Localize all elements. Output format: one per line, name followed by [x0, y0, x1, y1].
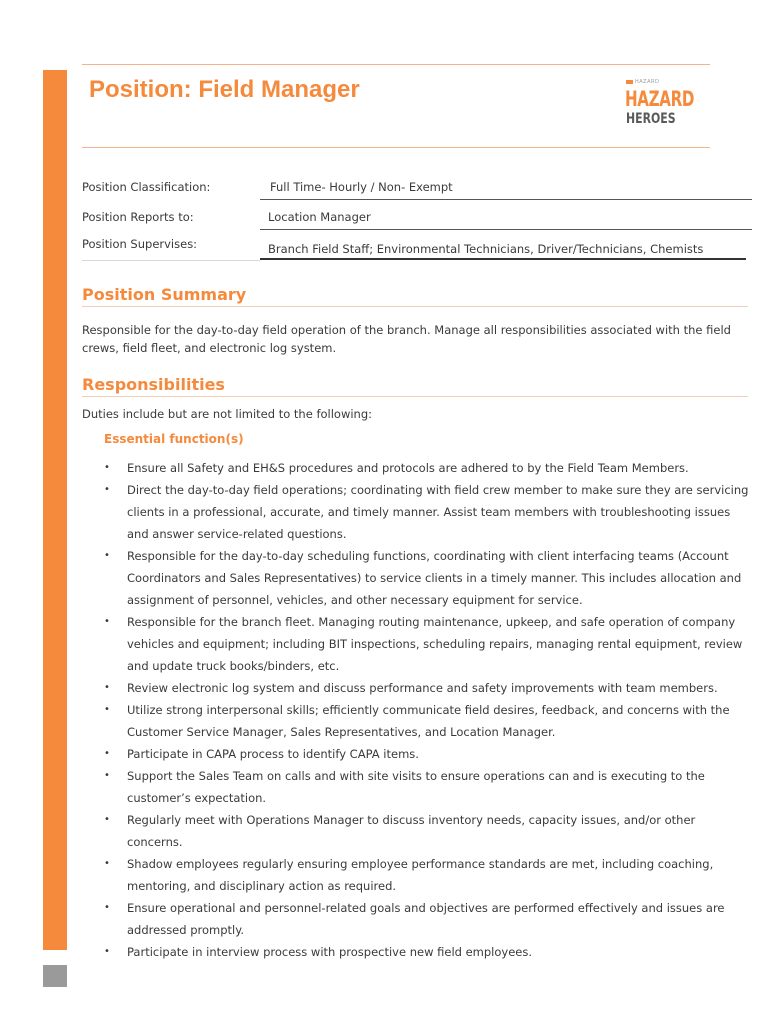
- list-item: • Responsible for the day-to-day scheduling functions, coordinating with client interfacing teams (Account Coordinators and Sales Representatives) to service clients in a timely manner. This includes allocation and assignment of personnel, vehicles, and other necessary equipment for service.: [104, 545, 750, 611]
- bullet-icon: •: [104, 946, 110, 957]
- list-item: • Responsible for the branch fleet. Managing routing maintenance, upkeep, and safe operation of company vehicles and equipment; including BIT inspections, scheduling repairs, managing rental equipment, review and update truck books/binders, etc.: [104, 611, 750, 677]
- classification-value: Full Time- Hourly / Non- Exempt: [270, 180, 453, 194]
- list-item: • Ensure all Safety and EH&S procedures and protocols are adhered to by the Field Team Members.: [104, 457, 750, 479]
- bullet-icon: •: [104, 462, 110, 473]
- logo-hazard-text: HAZARD: [625, 87, 695, 111]
- reports-to-value: Location Manager: [268, 210, 371, 224]
- classification-underline: [260, 199, 752, 200]
- reports-to-underline: [260, 229, 752, 230]
- supervises-value: Branch Field Staff; Environmental Technicians, Driver/Technicians, Chemists: [268, 242, 704, 256]
- list-item: • Participate in CAPA process to identify CAPA items.: [104, 743, 750, 765]
- bullet-icon: •: [104, 748, 110, 759]
- responsibilities-intro: Duties include but are not limited to the following:: [82, 407, 373, 421]
- logo-small-text: HAZARD: [626, 79, 659, 85]
- header-bottom-rule: [82, 147, 710, 148]
- list-item: • Support the Sales Team on calls and with site visits to ensure operations can and is executing to the customer’s expectation.: [104, 765, 750, 809]
- reports-to-label: Position Reports to:: [82, 210, 194, 224]
- supervises-label: Position Supervises:: [82, 237, 198, 251]
- list-item: • Utilize strong interpersonal skills; efficiently communicate field desires, feedback, and concerns with the Customer Service Manager, Sales Representatives, and Location Manager.: [104, 699, 750, 743]
- list-item: • Participate in interview process with prospective new field employees.: [104, 941, 750, 963]
- list-item: • Ensure operational and personnel-related goals and objectives are performed effectively and issues are addressed promptly.: [104, 897, 750, 941]
- list-item: • Regularly meet with Operations Manager to discuss inventory needs, capacity issues, and/or other concerns.: [104, 809, 750, 853]
- orange-side-bar: [43, 70, 67, 950]
- classification-label: Position Classification:: [82, 180, 211, 194]
- header-top-rule: [82, 64, 710, 65]
- responsibilities-heading: Responsibilities: [82, 375, 225, 394]
- bullet-icon: •: [104, 704, 110, 715]
- bullet-icon: •: [104, 682, 110, 693]
- bullet-icon: •: [104, 550, 110, 561]
- list-item: • Review electronic log system and discuss performance and safety improvements with team members.: [104, 677, 750, 699]
- bullet-icon: •: [104, 616, 110, 627]
- supervises-underline: [260, 258, 746, 260]
- essential-functions-subheading: Essential function(s): [104, 432, 244, 446]
- page-title: Position: Field Manager: [89, 76, 360, 103]
- position-summary-heading: Position Summary: [82, 285, 247, 304]
- gray-corner-square: [43, 965, 67, 987]
- list-item: • Direct the day-to-day field operations; coordinating with field crew member to make sure they are servicing clients in a professional, accurate, and timely manner. Assist team members with troubleshooting issues and answer service-related questions.: [104, 479, 750, 545]
- bullet-icon: •: [104, 902, 110, 913]
- details-bottom-rule: [82, 260, 260, 261]
- position-summary-text: Responsible for the day-to-day field operation of the branch. Manage all responsibilities associated with the field crews, field fleet, and electronic log system.: [82, 323, 731, 355]
- bullet-icon: •: [104, 814, 110, 825]
- bullet-icon: •: [104, 858, 110, 869]
- bullet-icon: •: [104, 770, 110, 781]
- responsibilities-rule: [82, 396, 748, 397]
- summary-rule: [82, 306, 748, 307]
- hazard-heroes-logo: [622, 79, 695, 129]
- bullet-icon: •: [104, 484, 110, 495]
- logo-heroes-text: HEROES: [626, 111, 676, 127]
- responsibilities-list: [104, 457, 750, 963]
- list-item: • Shadow employees regularly ensuring employee performance standards are met, including coaching, mentoring, and disciplinary action as required.: [104, 853, 750, 897]
